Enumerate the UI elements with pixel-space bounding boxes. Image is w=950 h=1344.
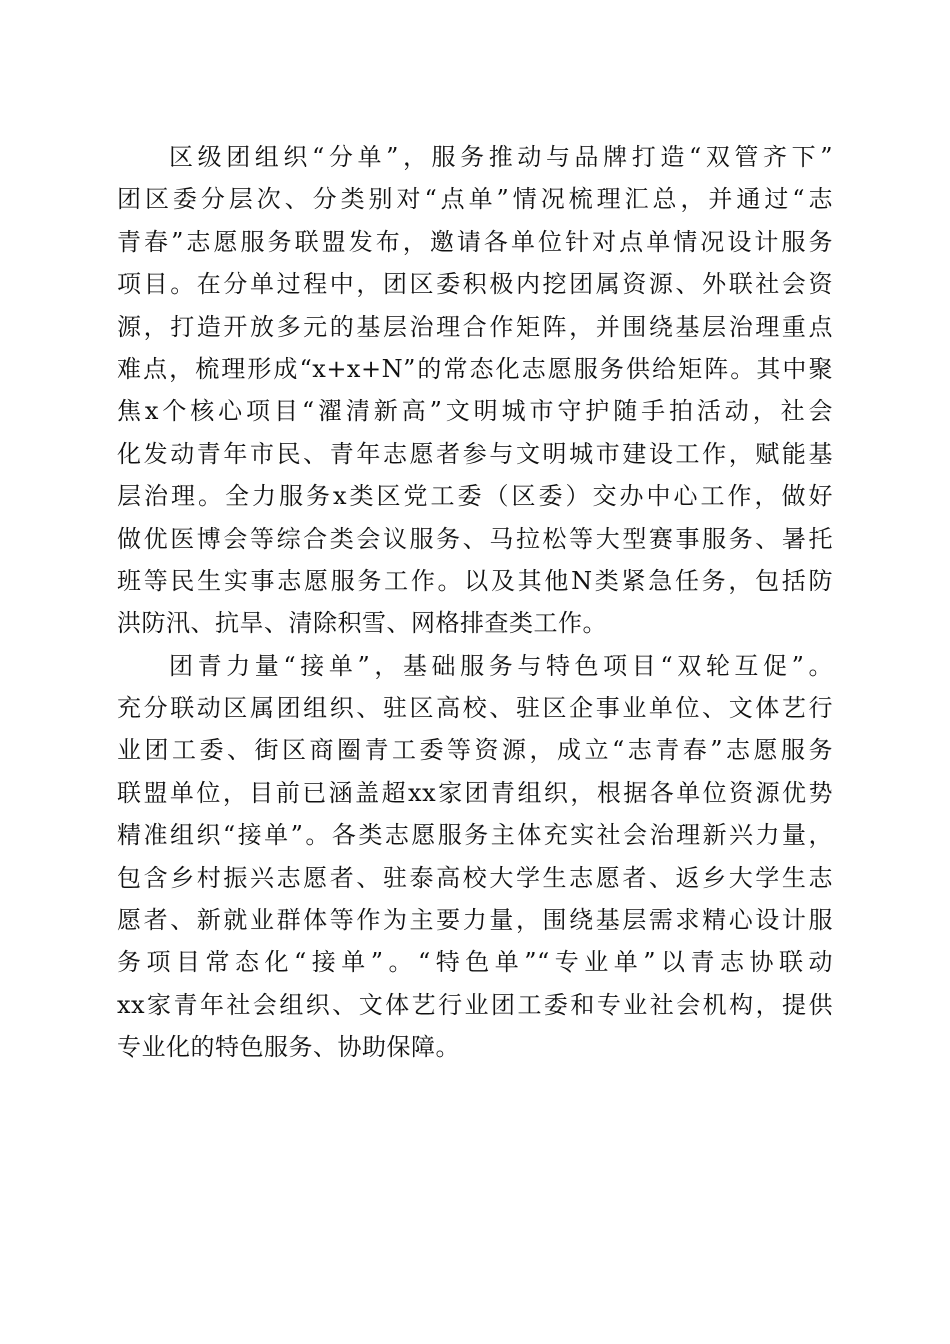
text-line: 区级团组织“分单”，服务推动与品牌打造“双管齐下” <box>169 143 833 171</box>
text-line: 难点，梳理形成“x+x+N”的常态化志愿服务供给矩阵。其中聚 <box>117 354 833 383</box>
text-line: 项目。在分单过程中，团区委积极内挖团属资源、外联社会资 <box>117 270 833 299</box>
text-line: xx家青年社会组织、文体艺行业团工委和专业社会机构，提供 <box>117 990 833 1019</box>
paragraph-1 <box>117 136 833 645</box>
text-line: 团青力量“接单”，基础服务与特色项目“双轮互促”。 <box>169 651 833 680</box>
text-line: 愿者、新就业群体等作为主要力量，围绕基层需求精心设计服 <box>117 906 833 935</box>
text-line: 源，打造开放多元的基层治理合作矩阵，并围绕基层治理重点 <box>117 312 833 341</box>
text-line: 焦x个核心项目“濯清新高”文明城市守护随手拍活动，社会 <box>117 397 833 426</box>
text-line: 做优医博会等综合类会议服务、马拉松等大型赛事服务、暑托 <box>117 524 833 553</box>
paragraph-2 <box>117 645 833 1069</box>
text-line: 层治理。全力服务x类区党工委（区委）交办中心工作，做好 <box>117 482 833 511</box>
text-line: 精准组织“接单”。各类志愿服务主体充实社会治理新兴力量， <box>117 821 833 850</box>
text-line: 务项目常态化“接单”。“特色单”“专业单”以青志协联动 <box>117 948 833 977</box>
document-body <box>117 136 833 1069</box>
text-line: 充分联动区属团组织、驻区高校、驻区企事业单位、文体艺行 <box>117 694 833 723</box>
text-line: 联盟单位，目前已涵盖超xx家团青组织，根据各单位资源优势 <box>117 778 833 807</box>
text-line: 业团工委、街区商圈青工委等资源，成立“志青春”志愿服务 <box>117 736 833 765</box>
text-line: 团区委分层次、分类别对“点单”情况梳理汇总，并通过“志 <box>117 185 833 214</box>
text-line: 专业化的特色服务、协助保障。 <box>117 1033 460 1062</box>
text-line: 化发动青年市民、青年志愿者参与文明城市建设工作，赋能基 <box>117 439 833 468</box>
text-line: 洪防汛、抗旱、清除积雪、网格排查类工作。 <box>117 609 607 638</box>
text-line: 班等民生实事志愿服务工作。以及其他N类紧急任务，包括防 <box>117 566 833 595</box>
text-line: 包含乡村振兴志愿者、驻泰高校大学生志愿者、返乡大学生志 <box>117 863 833 892</box>
text-line: 青春”志愿服务联盟发布，邀请各单位针对点单情况设计服务 <box>117 227 833 256</box>
